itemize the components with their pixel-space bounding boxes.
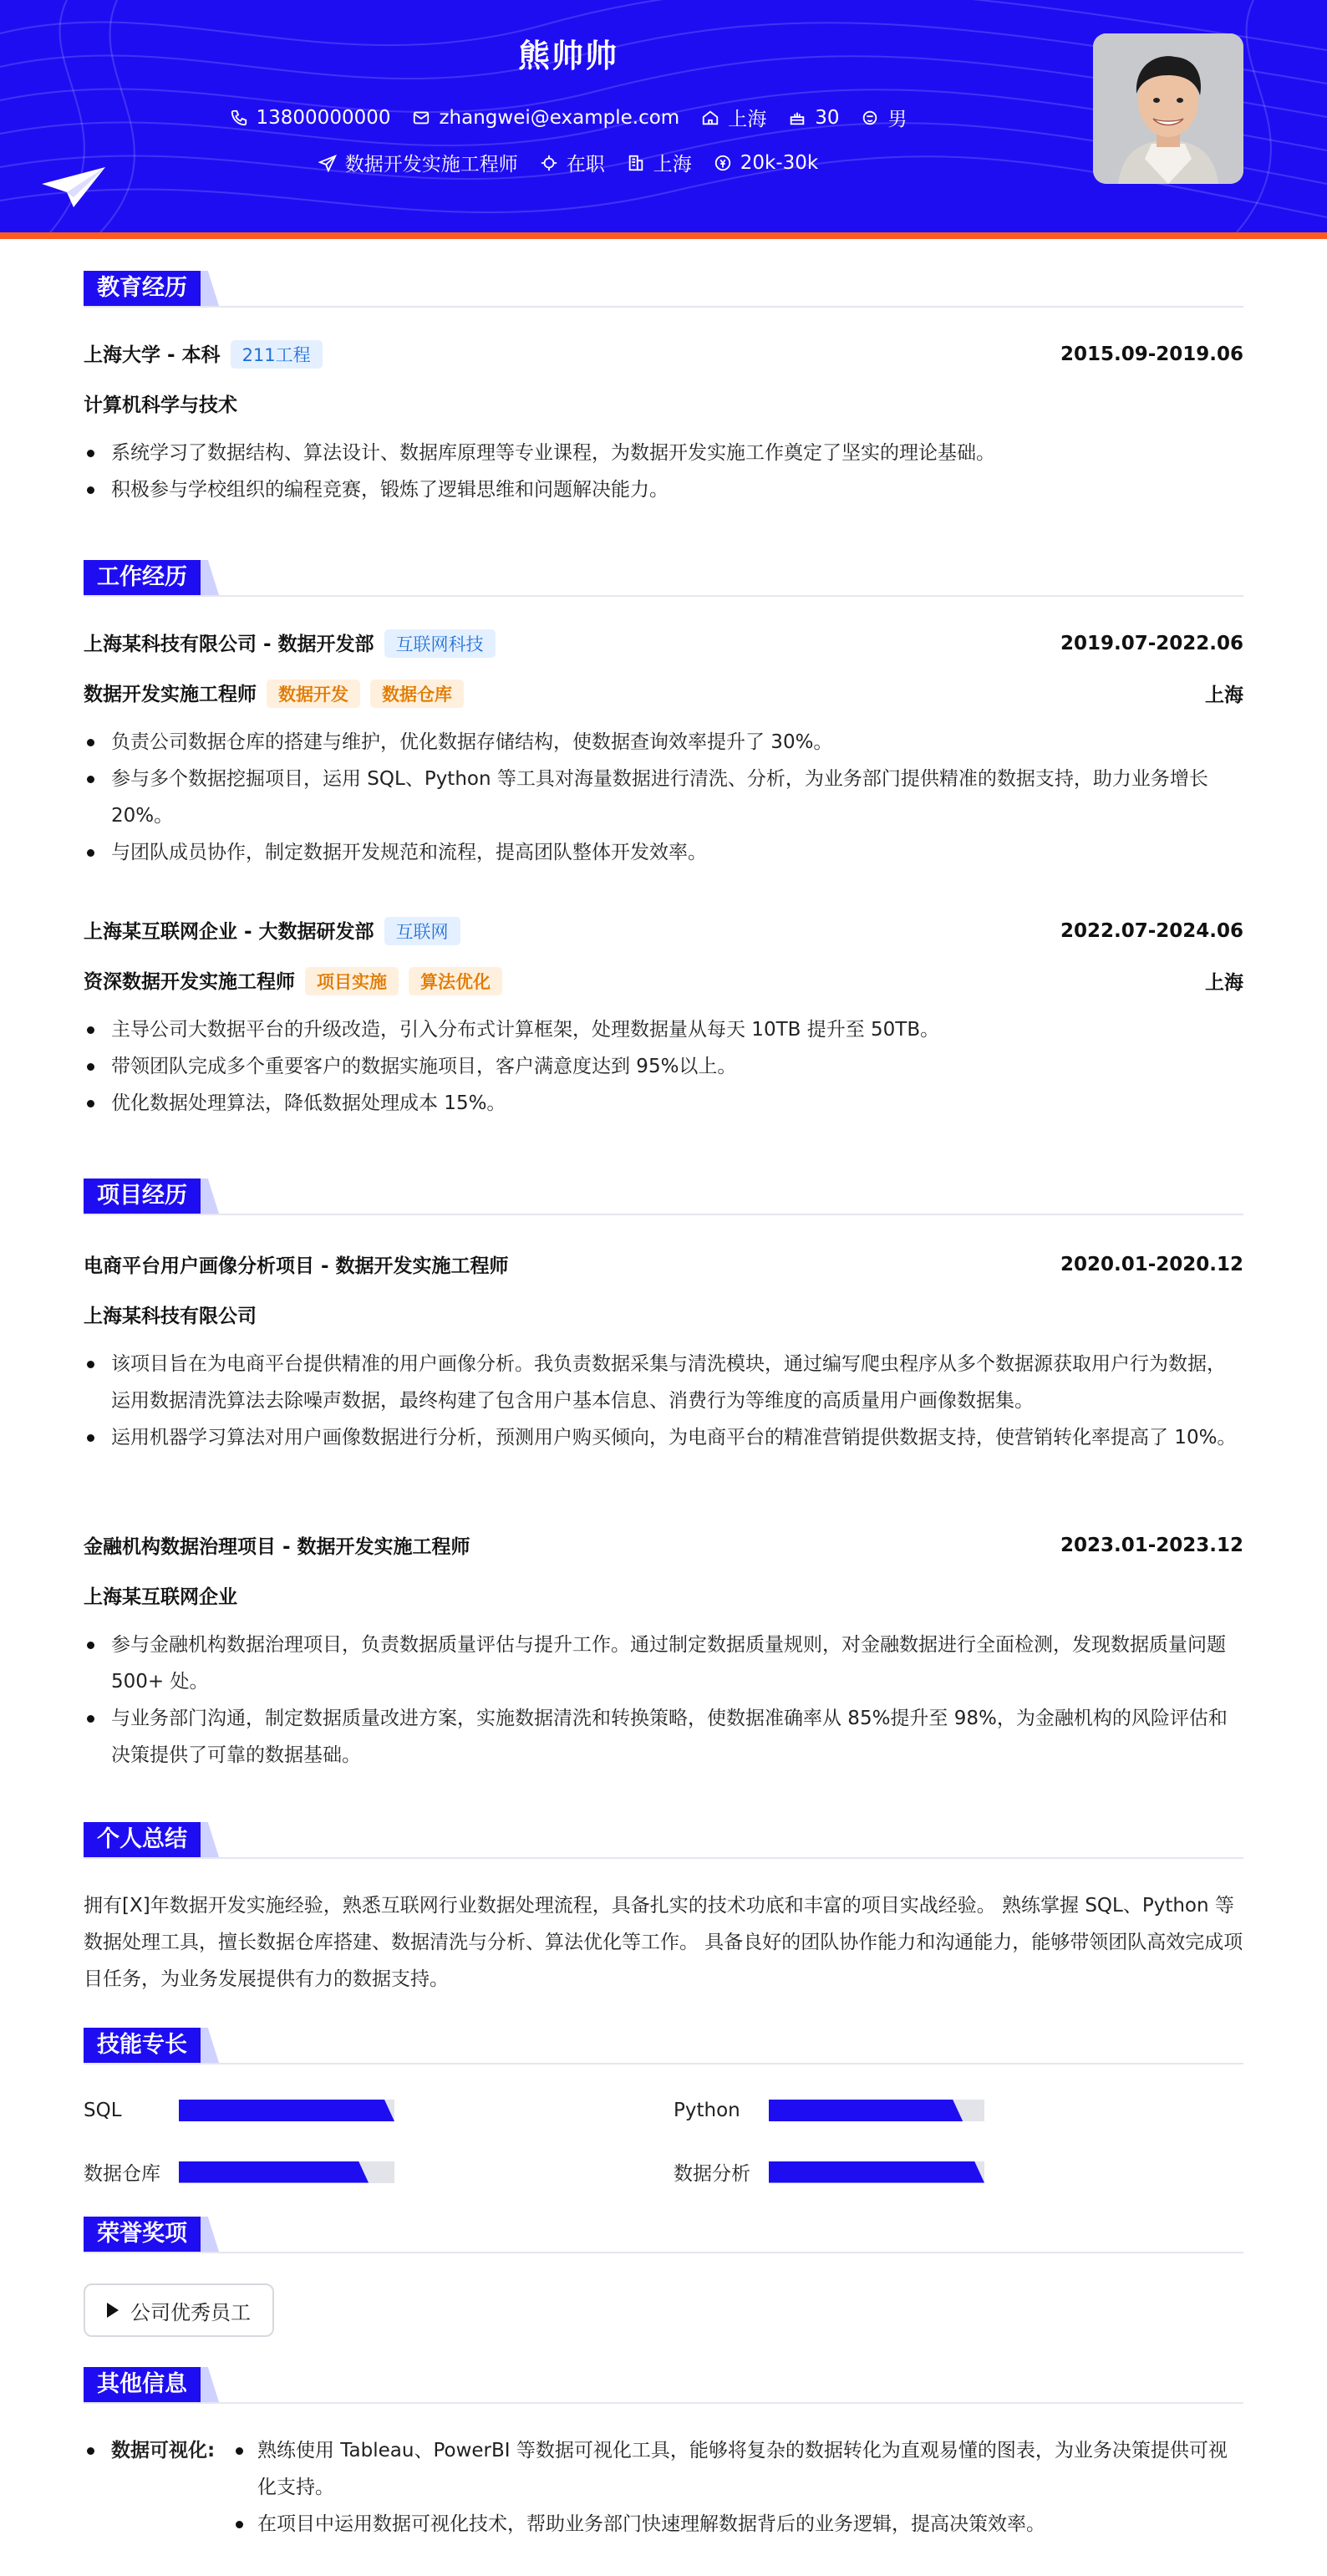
- section-divider: [84, 595, 1243, 597]
- mail-icon: [412, 109, 430, 127]
- project-company-row: [84, 1581, 1243, 1609]
- section-project: [84, 1179, 219, 1214]
- section-skills: [84, 2028, 219, 2063]
- work-role-row: [84, 966, 1243, 995]
- section-honors: [84, 2217, 219, 2252]
- section-title: 荣誉奖项: [84, 2217, 201, 2252]
- section-divider: [84, 1857, 1243, 1859]
- person-icon: [861, 109, 879, 127]
- education-date: 2015.09-2019.06: [1060, 343, 1243, 365]
- project-bullets: [84, 1346, 1243, 1456]
- city-info: [701, 104, 766, 131]
- section-work: [84, 560, 219, 595]
- target-city-info: [627, 149, 692, 176]
- project-company: 上海某互联网企业: [84, 1586, 237, 1608]
- section-title: 技能专长: [84, 2028, 201, 2063]
- list-item: 运用机器学习算法对用户画像数据进行分析，预测用户购买倾向，为电商平台的精准营销提供数据支持，使营销转化率提高了 10%。: [84, 1419, 1243, 1456]
- education-bullets: [84, 435, 1243, 508]
- gender-info: [861, 104, 907, 131]
- candidate-name: 熊帅帅: [517, 38, 618, 74]
- email-text: zhangwei@example.com: [439, 106, 680, 129]
- role-tag: 项目实施: [305, 967, 399, 995]
- age-info: [788, 107, 839, 129]
- skill-fill: [179, 2100, 394, 2121]
- company-name: 上海某科技有限公司 - 数据开发部: [84, 634, 374, 655]
- skill-bar: [179, 2100, 394, 2121]
- list-item: 与团队成员协作，制定数据开发规范和流程，提高团队整体开发效率。: [84, 834, 1243, 871]
- project-bullets: [84, 1627, 1243, 1774]
- role-tag: 数据仓库: [370, 680, 464, 708]
- phone-icon: [230, 109, 248, 127]
- job-title-text: 数据开发实施工程师: [344, 154, 518, 176]
- section-divider: [84, 2252, 1243, 2253]
- work-location: 上海: [1205, 685, 1243, 706]
- status-icon: [540, 154, 558, 172]
- work-bullets: [84, 724, 1243, 871]
- company-tag: 互联网: [384, 917, 460, 945]
- work-location: 上海: [1205, 972, 1243, 994]
- list-item: 熟练使用 Tableau、PowerBI 等数据可视化工具，能够将复杂的数据转化为直观易懂的图表，为业务决策提供可视化支持。: [232, 2432, 1243, 2506]
- skill-name: 数据分析: [674, 2163, 750, 2185]
- list-item: 积极参与学校组织的编程竞赛，锻炼了逻辑思维和问题解决能力。: [84, 471, 1243, 508]
- list-item: 参与金融机构数据治理项目，负责数据质量评估与提升工作。通过制定数据质量规则，对金融数据进行全面检测，发现数据质量问题 500+ 处。: [84, 1627, 1243, 1700]
- skill-item: [84, 2158, 394, 2186]
- role-tag: 数据开发: [267, 680, 360, 708]
- company-tag: 互联网科技: [384, 629, 496, 658]
- avatar: [1093, 33, 1243, 184]
- age-text: 30: [815, 106, 840, 129]
- section-divider: [84, 2063, 1243, 2064]
- play-icon: [107, 2303, 119, 2318]
- send-icon: [318, 154, 337, 172]
- phone-info: [230, 107, 391, 129]
- paper-plane-icon: [40, 164, 107, 211]
- project-title: 金融机构数据治理项目 - 数据开发实施工程师: [84, 1536, 470, 1558]
- skill-item: [84, 2100, 394, 2121]
- list-item: 该项目旨在为电商平台提供精准的用户画像分析。我负责数据采集与清洗模块，通过编写爬虫程序从多个数据源获取用户行为数据，运用数据清洗算法去除噪声数据，最终构建了包含用户基本信息、消费行为等维度的高质量用户画像数据集。: [84, 1346, 1243, 1419]
- education-header: [84, 339, 1243, 369]
- list-item: 系统学习了数据结构、算法设计、数据库原理等专业课程，为数据开发实施工作奠定了坚实的理论基础。: [84, 435, 1243, 471]
- work-bullets: [84, 1011, 1243, 1122]
- other-bullets: [232, 2432, 1243, 2543]
- skill-fill: [769, 2161, 984, 2183]
- resume-header: [0, 0, 1327, 232]
- salary-text: 20k-30k: [740, 151, 819, 174]
- section-summary: [84, 1822, 219, 1857]
- section-divider: [84, 2402, 1243, 2404]
- work-header: [84, 629, 1243, 658]
- section-title: 教育经历: [84, 271, 201, 306]
- skill-name: 数据仓库: [84, 2163, 160, 2185]
- header-accent-line: [0, 232, 1327, 239]
- school-tag: 211工程: [231, 340, 323, 369]
- phone-text: 13800000000: [256, 106, 391, 129]
- list-item: 带领团队完成多个重要客户的数据实施项目，客户满意度达到 95%以上。: [84, 1048, 1243, 1085]
- salary-info: [714, 152, 818, 174]
- project-company: 上海某科技有限公司: [84, 1306, 257, 1327]
- project-date: 2020.01-2020.12: [1060, 1253, 1243, 1275]
- role-tag: 算法优化: [409, 967, 502, 995]
- company-name: 上海某互联网企业 - 大数据研发部: [84, 921, 374, 943]
- list-item: 与业务部门沟通，制定数据质量改进方案，实施数据清洗和转换策略，使数据准确率从 85%提升至 98%，为金融机构的风险评估和决策提供了可靠的数据基础。: [84, 1700, 1243, 1774]
- section-education: [84, 271, 219, 306]
- list-item: 参与多个数据挖掘项目，运用 SQL、Python 等工具对海量数据进行清洗、分析，为业务部门提供精准的数据支持，助力业务增长 20%。: [84, 761, 1243, 834]
- role-title: 数据开发实施工程师: [84, 684, 257, 705]
- work-role-row: [84, 679, 1243, 708]
- section-divider: [84, 306, 1243, 308]
- cake-icon: [788, 109, 806, 127]
- school-name: 上海大学 - 本科: [84, 344, 221, 366]
- skill-fill: [179, 2161, 369, 2183]
- target-city-text: 上海: [653, 154, 692, 176]
- city-text: 上海: [728, 109, 767, 130]
- skill-bar: [179, 2161, 394, 2183]
- job-title-info: [318, 149, 518, 176]
- building-icon: [627, 154, 645, 172]
- project-company-row: [84, 1301, 1243, 1328]
- home-icon: [701, 109, 719, 127]
- skill-bar: [769, 2161, 984, 2183]
- work-header: [84, 916, 1243, 945]
- email-info: [412, 107, 679, 129]
- role-title: 资深数据开发实施工程师: [84, 971, 295, 993]
- job-row: [0, 149, 1136, 176]
- section-divider: [84, 1214, 1243, 1215]
- section-title: 个人总结: [84, 1822, 201, 1857]
- skill-fill: [769, 2100, 963, 2121]
- list-item: 在项目中运用数据可视化技术，帮助业务部门快速理解数据背后的业务逻辑，提高决策效率。: [232, 2506, 1243, 2543]
- project-header: [84, 1531, 1243, 1559]
- skill-name: SQL: [84, 2100, 122, 2121]
- list-item: 优化数据处理算法，降低数据处理成本 15%。: [84, 1085, 1243, 1122]
- contact-row: [0, 104, 1136, 131]
- skill-item: [674, 2100, 984, 2121]
- project-header: [84, 1250, 1243, 1278]
- skill-item: [674, 2158, 984, 2186]
- skill-name: Python: [674, 2100, 740, 2121]
- other-key: 数据可视化:: [84, 2432, 215, 2469]
- section-title: 项目经历: [84, 1179, 201, 1214]
- section-title: 其他信息: [84, 2367, 201, 2402]
- summary-text: 拥有[X]年数据开发实施经验，熟悉互联网行业数据处理流程，具备扎实的技术功底和丰富的项目实战经验。 熟练掌握 SQL、Python 等数据处理工具，擅长数据仓库搭建、数据清洗与分析、算法优化等工作。 具备良好的团队协作能力和沟通能力，能够带领团队高效完成项目任务，为业务发展提供有力的数据支持。: [84, 1895, 1243, 1990]
- honor-label: 公司优秀员工: [130, 2300, 251, 2324]
- skill-bar: [769, 2100, 984, 2121]
- work-date: 2019.07-2022.06: [1060, 632, 1243, 654]
- list-item: 主导公司大数据平台的升级改造，引入分布式计算框架，处理数据量从每天 10TB 提升至 50TB。: [84, 1011, 1243, 1048]
- money-icon: [714, 154, 732, 172]
- status-info: [540, 149, 605, 176]
- honor-item[interactable]: [84, 2283, 274, 2337]
- project-title: 电商平台用户画像分析项目 - 数据开发实施工程师: [84, 1255, 509, 1277]
- work-date: 2022.07-2024.06: [1060, 919, 1243, 942]
- major: 计算机科学与技术: [84, 395, 237, 416]
- project-date: 2023.01-2023.12: [1060, 1534, 1243, 1556]
- gender-text: 男: [887, 109, 908, 130]
- section-title: 工作经历: [84, 560, 201, 595]
- section-other: [84, 2367, 219, 2402]
- education-major-row: [84, 389, 1243, 417]
- list-item: 负责公司数据仓库的搭建与维护，优化数据存储结构，使数据查询效率提升了 30%。: [84, 724, 1243, 761]
- status-text: 在职: [566, 154, 605, 176]
